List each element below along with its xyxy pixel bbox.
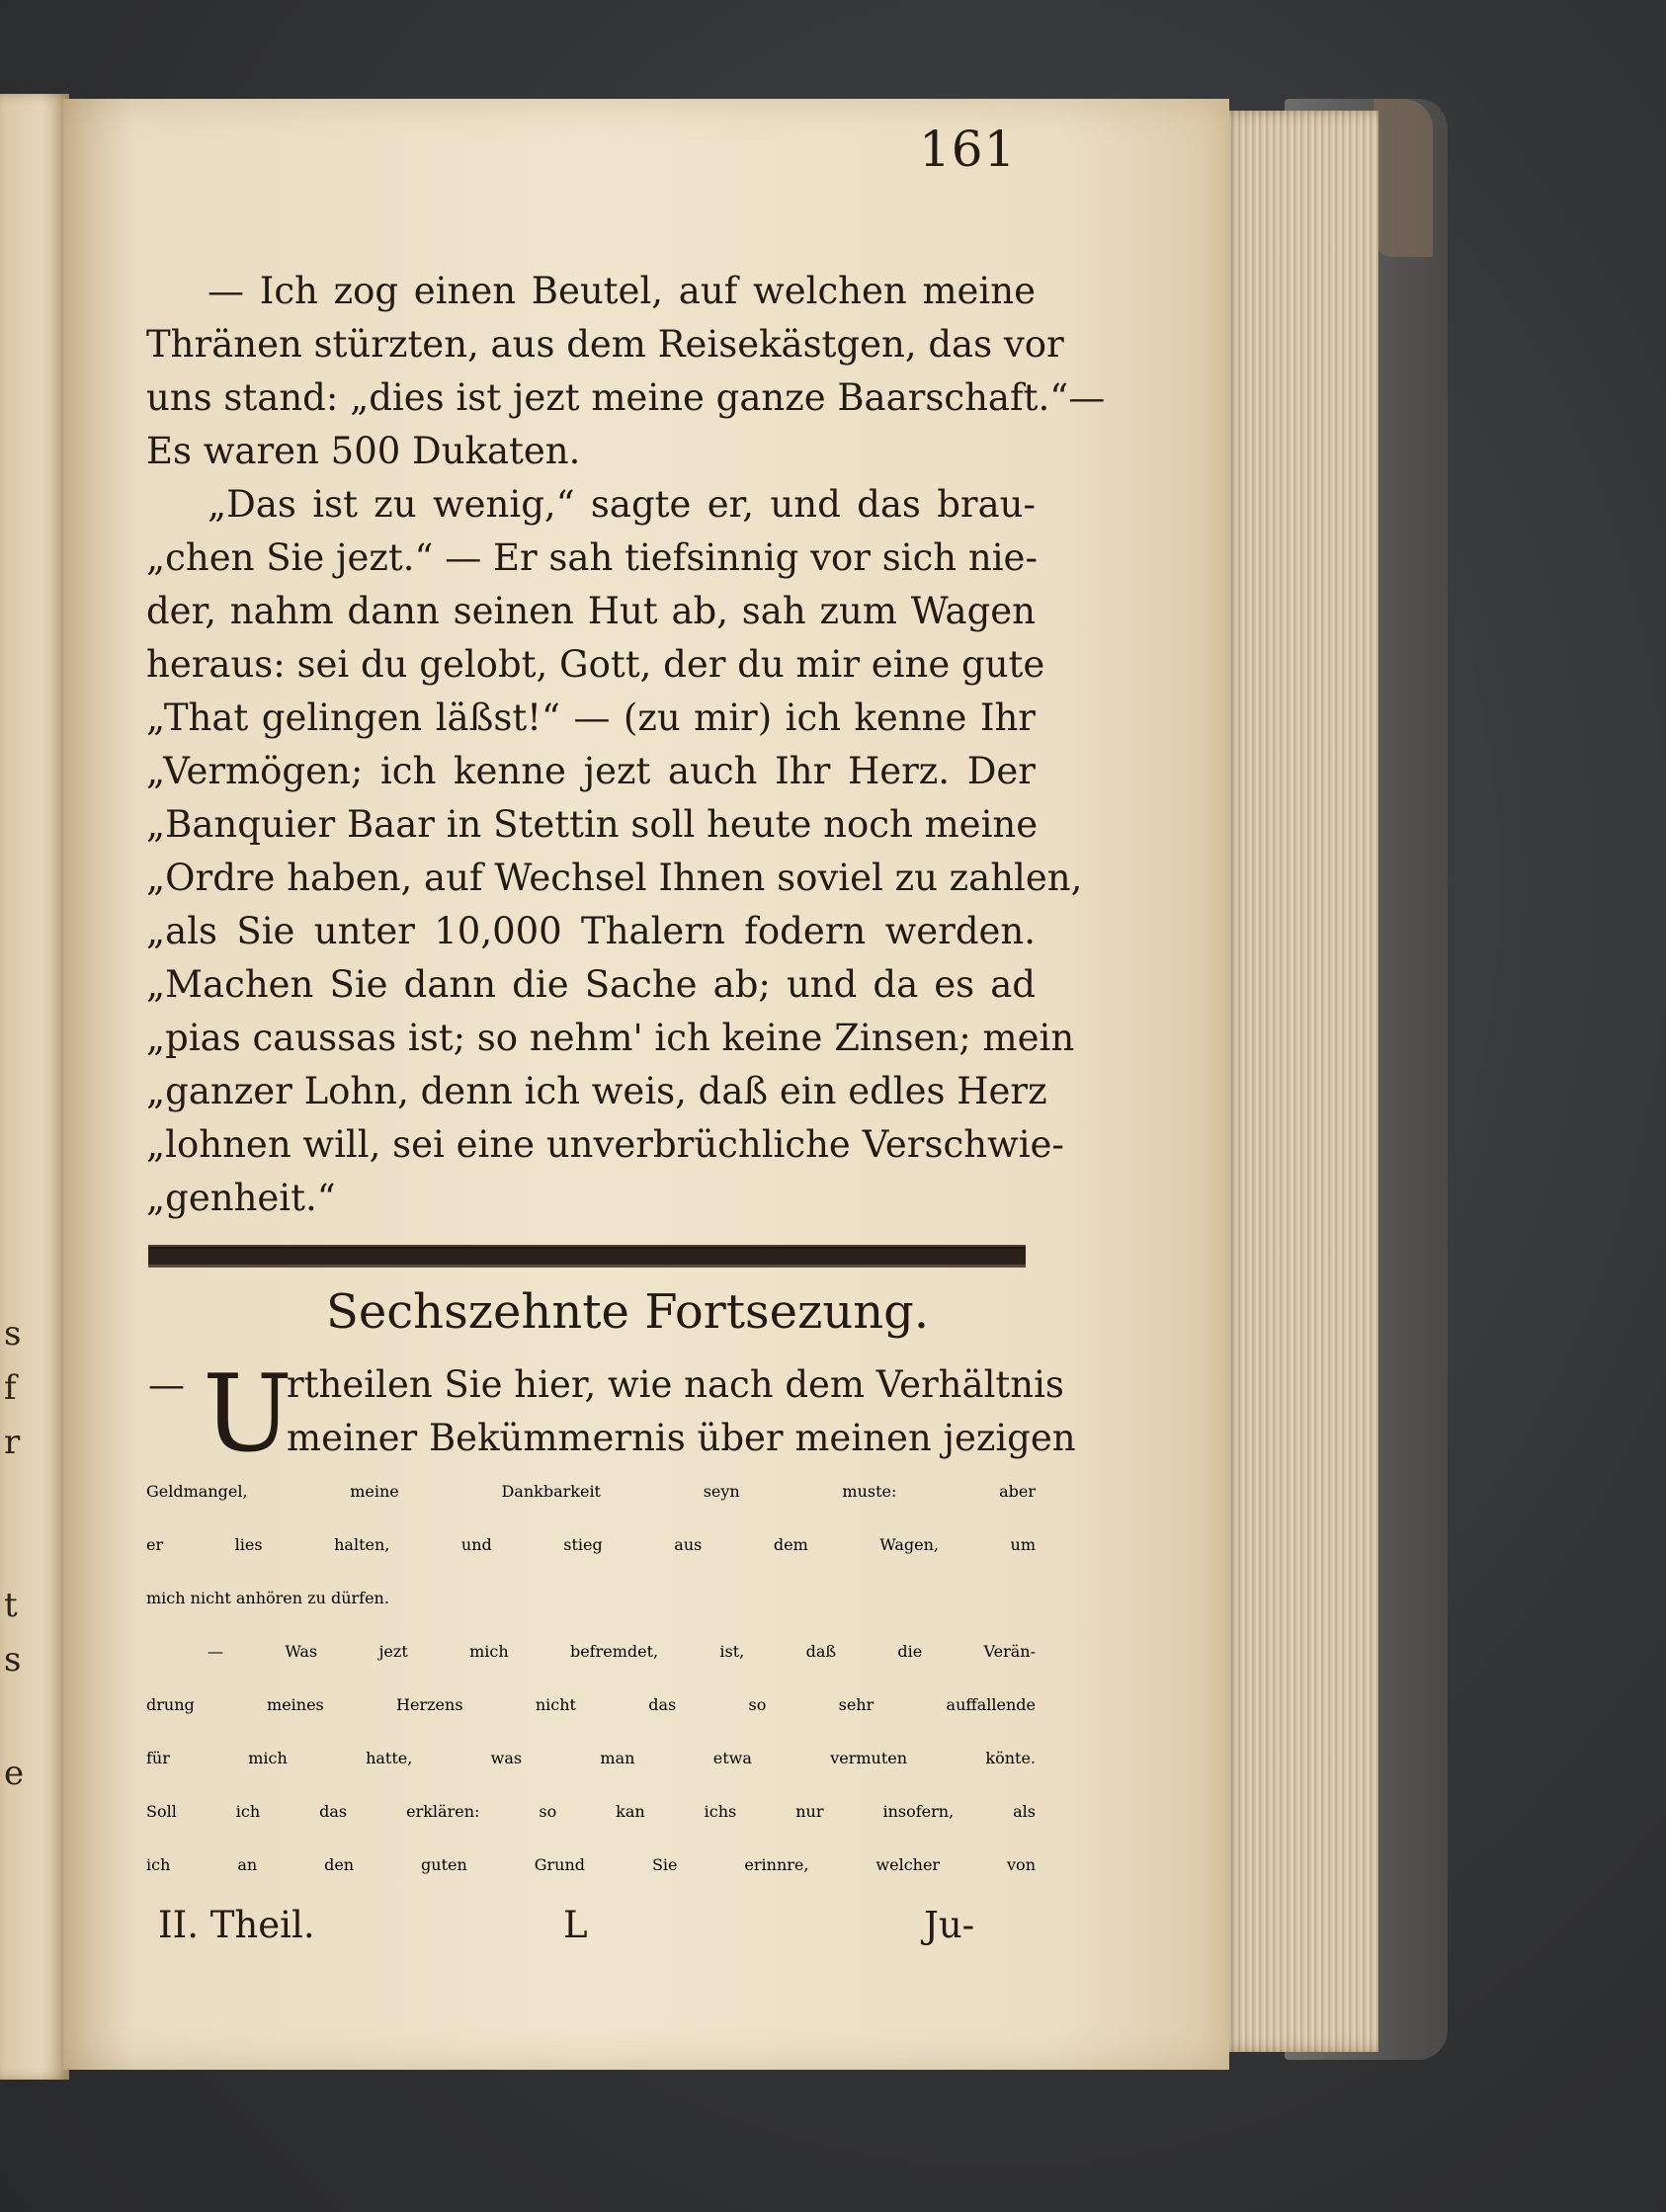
previous-page-fragment: e	[4, 1754, 25, 1793]
text-line: für mich hatte, was man etwa vermuten könte.	[146, 1749, 1036, 1767]
text-line: meiner Bekümmernis über meinen jezigen	[287, 1417, 1076, 1459]
section-heading: Sechszehnte Fortsezung.	[326, 1284, 930, 1340]
worn-cover-corner	[1374, 99, 1433, 257]
text-line: — Ich zog einen Beutel, auf welchen meine	[208, 270, 1036, 312]
catchword: Ju-	[924, 1904, 975, 1946]
volume-signature: II. Theil.	[158, 1904, 315, 1946]
previous-page-fragment: t	[4, 1586, 18, 1625]
text-line: der, nahm dann seinen Hut ab, sah zum Wagen	[146, 590, 1036, 632]
drop-cap: U	[203, 1352, 293, 1476]
previous-page-fragment: f	[4, 1368, 17, 1408]
text-line: „als Sie unter 10,000 Thalern fodern werden.	[146, 910, 1036, 952]
previous-page-edge	[0, 94, 69, 2080]
text-line: drung meines Herzens nicht das so sehr auffallende	[146, 1695, 1036, 1714]
text-line: „Vermögen; ich kenne jezt auch Ihr Herz. Der	[146, 750, 1036, 792]
text-line: „chen Sie jezt.“ — Er sah tiefsinnig vor sich nie-	[146, 536, 1038, 579]
page-number: 161	[919, 121, 1017, 178]
text-line: Geldmangel, meine Dankbarkeit seyn muste: aber	[146, 1482, 1036, 1501]
text-line: er lies halten, und stieg aus dem Wagen, um	[146, 1535, 1036, 1554]
text-line: „Machen Sie dann die Sache ab; und da es ad	[146, 963, 1036, 1006]
text-line: „ganzer Lohn, denn ich weis, daß ein edles Herz	[146, 1070, 1047, 1112]
text-line: rtheilen Sie hier, wie nach dem Verhältnis	[287, 1363, 1064, 1406]
text-line: — Was jezt mich befremdet, ist, daß die Verän-	[208, 1642, 1036, 1661]
section-divider-rule	[148, 1247, 1026, 1265]
text-line: uns stand: „dies ist jezt meine ganze Baarschaft.“—	[146, 376, 1106, 419]
text-line: Es waren 500 Dukaten.	[146, 430, 581, 472]
drop-cap-lines	[287, 1358, 1076, 1465]
text-line: „Ordre haben, auf Wechsel Ihnen soviel zu zahlen,	[146, 857, 1083, 899]
previous-page-fragment: s	[4, 1314, 22, 1353]
text-line: „That gelingen läßst!“ — (zu mir) ich kenne Ihr	[146, 696, 1036, 739]
text-line: „Das ist zu wenig,“ sagte er, und das brau-	[208, 483, 1036, 526]
text-line: heraus: sei du gelobt, Gott, der du mir eine gute	[146, 643, 1045, 686]
previous-page-fragment: r	[4, 1423, 21, 1462]
gathering-mark: L	[563, 1904, 588, 1946]
bottom-paragraphs	[146, 1465, 1036, 1892]
text-line: Soll ich das erklären: so kan ichs nur insofern, als	[146, 1802, 1036, 1821]
text-line: „genheit.“	[146, 1177, 336, 1219]
text-line: ich an den guten Grund Sie erinnre, welcher von	[146, 1855, 1036, 1874]
text-line: „lohnen will, sei eine unverbrüchliche Verschwie-	[146, 1123, 1064, 1166]
top-paragraphs	[146, 265, 1106, 1225]
paragraph-dash: —	[148, 1363, 185, 1406]
previous-page-fragment: s	[4, 1640, 22, 1679]
page-edges	[1220, 111, 1378, 2052]
text-line: mich nicht anhören zu dürfen.	[146, 1589, 389, 1607]
text-line: Thränen stürzten, aus dem Reisekästgen, das vor	[146, 323, 1064, 366]
text-line: „Banquier Baar in Stettin soll heute noch meine	[146, 803, 1039, 846]
text-line: „pias caussas ist; so nehm' ich keine Zinsen; mein	[146, 1017, 1075, 1059]
